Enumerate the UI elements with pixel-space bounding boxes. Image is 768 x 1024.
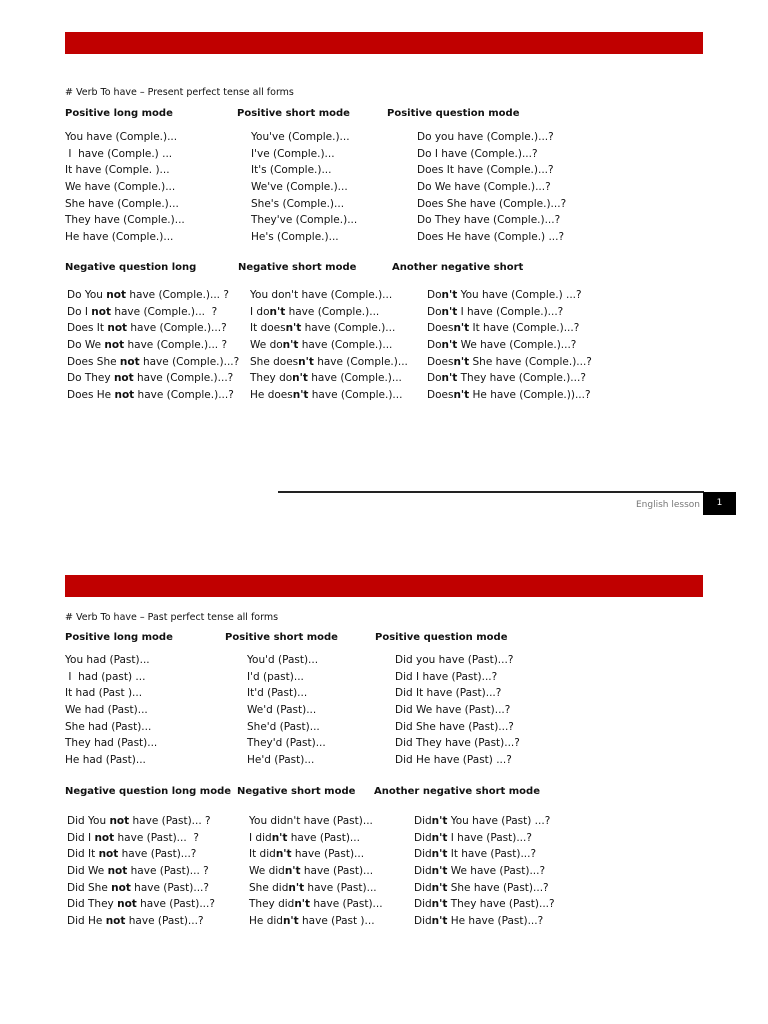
- line-emphasis: not: [91, 305, 111, 318]
- line-text: Did She: [67, 881, 112, 894]
- line-emphasis: n't: [292, 389, 309, 402]
- line-emphasis: n't: [271, 831, 288, 844]
- list-item: [65, 702, 157, 719]
- line-text-rest: It have (Comple.)...?: [469, 322, 580, 335]
- list-item: [395, 669, 520, 686]
- list-item: [251, 129, 357, 146]
- line-text-rest: You have (Comple.) ...?: [457, 289, 582, 301]
- page1-col-another-negative: [427, 287, 592, 404]
- line-text: Do We: [67, 339, 105, 352]
- list-item: [414, 896, 555, 913]
- list-item: [249, 896, 383, 913]
- list-item: [65, 652, 157, 669]
- line-text: You don't have (Comple.)...: [250, 289, 393, 301]
- line-text: It's (Comple.)...: [251, 164, 332, 177]
- line-emphasis: n't: [441, 372, 458, 385]
- line-text: Do They: [67, 372, 114, 385]
- line-text-rest: have (Past)...?: [136, 898, 215, 911]
- list-item: [427, 287, 592, 304]
- list-item: [395, 652, 520, 669]
- page2-col-negative-short: [249, 813, 383, 930]
- line-emphasis: n't: [294, 898, 311, 911]
- line-text: Did I have (Past)...?: [395, 670, 498, 683]
- line-emphasis: n't: [453, 355, 470, 368]
- line-text: We had (Past)...: [65, 704, 148, 717]
- line-text: Did He: [67, 915, 106, 928]
- line-emphasis: not: [106, 289, 127, 301]
- list-item: [67, 830, 215, 847]
- list-item: [67, 813, 215, 830]
- line-text: Did She have (Past)...?: [395, 720, 514, 733]
- line-text-rest: I have (Past)...?: [447, 831, 532, 844]
- list-item: [65, 229, 185, 246]
- line-text-rest: They have (Past)...?: [447, 898, 555, 911]
- line-text: It did: [249, 848, 276, 861]
- line-text: It had (Past )...: [65, 687, 143, 700]
- list-item: [395, 685, 520, 702]
- line-emphasis: not: [113, 372, 134, 385]
- list-item: [427, 337, 592, 354]
- list-item: [65, 669, 157, 686]
- line-text: Does: [427, 389, 454, 402]
- line-text-rest: She have (Comple.)...?: [469, 355, 592, 368]
- line-emphasis: not: [107, 865, 128, 878]
- page2-col-positive-short: [247, 652, 326, 769]
- line-emphasis: n't: [431, 815, 448, 827]
- page-number: 1: [703, 492, 736, 515]
- list-item: [67, 320, 239, 337]
- line-text: I do: [250, 305, 270, 318]
- line-text: You didn't have (Past)...: [249, 815, 373, 827]
- line-text: We have (Comple.)...: [65, 181, 176, 194]
- line-text-rest: have (Past)...?: [130, 881, 209, 894]
- line-text-rest: have (Comple.)...?: [133, 372, 234, 385]
- list-item: [67, 896, 215, 913]
- line-text: Did They: [67, 898, 118, 911]
- line-text-rest: have (Comple.)... ?: [126, 289, 229, 301]
- list-item: [417, 212, 566, 229]
- list-item: [67, 880, 215, 897]
- line-emphasis: n't: [284, 865, 301, 878]
- page1-col-positive-short: [251, 129, 357, 246]
- line-text: Do I have (Comple.)...?: [417, 147, 538, 160]
- list-item: [249, 863, 383, 880]
- list-item: [67, 354, 239, 371]
- line-emphasis: not: [114, 389, 135, 402]
- line-text: I did: [249, 831, 272, 844]
- line-text-rest: She have (Past)...?: [447, 881, 549, 894]
- line-text: They did: [249, 898, 295, 911]
- list-item: [417, 179, 566, 196]
- line-emphasis: n't: [453, 389, 470, 402]
- line-emphasis: n't: [441, 305, 458, 318]
- list-item: [249, 830, 383, 847]
- line-text: She had (Past)...: [65, 720, 152, 733]
- line-emphasis: n't: [431, 881, 448, 894]
- page2-header-negative-question: Negative question long mode: [65, 786, 232, 797]
- line-text: Did He have (Past) ...?: [395, 754, 512, 767]
- line-text-rest: have (Comple.)...?: [134, 389, 234, 402]
- list-item: [250, 387, 408, 404]
- line-text-rest: have (Comple.)...: [307, 372, 402, 385]
- list-item: [414, 913, 555, 930]
- line-text-rest: have (Comple.)...: [298, 339, 393, 352]
- list-item: [67, 370, 239, 387]
- line-emphasis: n't: [431, 831, 448, 844]
- line-text: Do I: [67, 305, 92, 318]
- line-text: He does: [250, 389, 293, 402]
- line-text: I had (past) ...: [65, 670, 146, 683]
- line-text-rest: They have (Comple.)...?: [457, 372, 586, 385]
- line-text: Did you have (Past)...?: [395, 654, 514, 666]
- line-text: I have (Comple.) ...: [65, 147, 173, 160]
- page1-header-negative-short: Negative short mode: [238, 262, 357, 273]
- page1-col-negative-short: [250, 287, 408, 404]
- line-text: Do: [427, 372, 442, 385]
- line-text-rest: have (Comple.)... ?: [111, 305, 218, 318]
- list-item: [417, 129, 566, 146]
- line-text: Do: [427, 305, 442, 318]
- line-text: They've (Comple.)...: [251, 214, 358, 227]
- list-item: [247, 702, 326, 719]
- list-item: [65, 735, 157, 752]
- line-text: It does: [250, 322, 286, 335]
- line-text-rest: It have (Past)...?: [447, 848, 537, 861]
- line-text-rest: He have (Past)...?: [447, 915, 544, 928]
- list-item: [427, 354, 592, 371]
- line-text-rest: He have (Comple.))...?: [469, 389, 591, 402]
- line-emphasis: n't: [431, 865, 448, 878]
- line-text-rest: have (Past)...: [300, 865, 374, 878]
- line-text: Do: [427, 339, 442, 352]
- list-item: [417, 229, 566, 246]
- list-item: [67, 863, 215, 880]
- line-text-rest: have (Past)...: [291, 848, 365, 861]
- line-text: He have (Comple.)...: [65, 231, 174, 244]
- page2-col-positive-question: [395, 652, 520, 769]
- page2-subtitle: # Verb To have – Past perfect tense all forms: [65, 612, 279, 623]
- page2-header-positive-short: Positive short mode: [225, 632, 338, 643]
- page2-header-bar: [65, 575, 703, 597]
- list-item: [414, 880, 555, 897]
- list-item: [395, 735, 520, 752]
- line-text: We did: [249, 865, 285, 878]
- line-emphasis: n't: [288, 881, 305, 894]
- line-text: Does He have (Comple.) ...?: [417, 231, 565, 244]
- line-text-rest: I have (Comple.)...?: [457, 305, 564, 318]
- line-text: They'd (Past)...: [247, 737, 326, 750]
- list-item: [247, 652, 326, 669]
- line-emphasis: n't: [298, 355, 314, 368]
- line-text: Do: [427, 289, 442, 301]
- line-text: Do you have (Comple.)...?: [417, 131, 554, 143]
- list-item: [395, 702, 520, 719]
- page1-header-bar: [65, 32, 703, 54]
- line-text-rest: have (Past)...?: [125, 915, 204, 928]
- line-text-rest: have (Comple.)...?: [139, 355, 240, 368]
- line-emphasis: not: [117, 898, 137, 911]
- line-text-rest: have (Comple.)...: [285, 305, 380, 318]
- line-text: Did: [414, 881, 432, 894]
- line-text: You have (Comple.)...: [65, 131, 178, 143]
- line-text-rest: We have (Comple.)...?: [457, 339, 577, 352]
- line-text: He did: [249, 915, 283, 928]
- line-text: Does It: [67, 322, 108, 335]
- line-text-rest: have (Past)...?: [118, 848, 197, 861]
- line-text: Do We have (Comple.)...?: [417, 181, 551, 194]
- line-text: Does He: [67, 389, 115, 402]
- line-text-rest: have (Past)...: [304, 881, 377, 894]
- line-text: You've (Comple.)...: [251, 131, 350, 143]
- line-text-rest: have (Past)... ?: [127, 865, 209, 878]
- list-item: [67, 387, 239, 404]
- list-item: [251, 229, 357, 246]
- list-item: [251, 162, 357, 179]
- line-text: It have (Comple. )...: [65, 164, 170, 177]
- line-text: Did I: [67, 831, 95, 844]
- page2-header-positive-long: Positive long mode: [65, 632, 173, 643]
- page1-subtitle: # Verb To have – Present perfect tense all forms: [65, 87, 294, 98]
- list-item: [414, 846, 555, 863]
- list-item: [251, 196, 357, 213]
- line-text-rest: You have (Past) ...?: [447, 815, 551, 827]
- line-emphasis: n't: [292, 372, 308, 385]
- page1-header-negative-question: Negative question long: [65, 262, 197, 273]
- page1-col-positive-question: [417, 129, 566, 246]
- line-text: Does: [427, 355, 454, 368]
- line-emphasis: n't: [441, 339, 458, 352]
- list-item: [67, 337, 239, 354]
- page2-header-negative-short: Negative short mode: [237, 786, 356, 797]
- line-text-rest: We have (Past)...?: [447, 865, 546, 878]
- list-item: [65, 719, 157, 736]
- line-text: Did: [414, 815, 432, 827]
- line-text: She's (Comple.)...: [251, 197, 345, 210]
- line-text-rest: have (Comple.)...: [301, 322, 396, 335]
- list-item: [251, 212, 357, 229]
- list-item: [414, 830, 555, 847]
- line-emphasis: n't: [285, 322, 302, 335]
- list-item: [65, 685, 157, 702]
- line-text: She does: [250, 355, 299, 368]
- list-item: [427, 370, 592, 387]
- list-item: [427, 304, 592, 321]
- line-emphasis: n't: [441, 289, 458, 301]
- list-item: [249, 846, 383, 863]
- line-text: Did: [414, 915, 432, 928]
- line-emphasis: n't: [269, 305, 286, 318]
- line-text: We'd (Past)...: [247, 704, 317, 717]
- line-emphasis: not: [94, 831, 115, 844]
- page2-header-another-negative: Another negative short mode: [374, 786, 540, 797]
- list-item: [251, 146, 357, 163]
- line-text-rest: have (Comple.)...?: [127, 322, 227, 335]
- list-item: [67, 913, 215, 930]
- list-item: [247, 719, 326, 736]
- page1-header-positive-question: Positive question mode: [387, 108, 520, 119]
- line-text-rest: have (Comple.)...: [308, 389, 403, 402]
- line-text: Did We have (Past)...?: [395, 704, 511, 717]
- page1-header-positive-short: Positive short mode: [237, 108, 350, 119]
- line-emphasis: n't: [431, 848, 448, 861]
- line-emphasis: not: [98, 848, 119, 861]
- line-text: I'd (past)...: [247, 670, 304, 683]
- list-item: [395, 719, 520, 736]
- page1-col-positive-long: [65, 129, 185, 246]
- line-emphasis: not: [111, 881, 131, 894]
- list-item: [417, 162, 566, 179]
- line-text: She have (Comple.)...: [65, 197, 179, 210]
- line-text-rest: have (Past)... ?: [114, 831, 199, 844]
- list-item: [417, 146, 566, 163]
- line-emphasis: n't: [282, 339, 299, 352]
- footer-label: English lesson: [636, 500, 700, 510]
- page1-header-another-negative: Another negative short: [392, 262, 524, 273]
- line-emphasis: n't: [431, 898, 448, 911]
- line-text: Does It have (Comple.)...?: [417, 164, 554, 177]
- list-item: [65, 146, 185, 163]
- list-item: [65, 179, 185, 196]
- line-emphasis: n't: [431, 915, 448, 928]
- line-text: He's (Comple.)...: [251, 231, 339, 244]
- list-item: [395, 752, 520, 769]
- list-item: [414, 863, 555, 880]
- list-item: [249, 913, 383, 930]
- list-item: [250, 304, 408, 321]
- list-item: [247, 685, 326, 702]
- list-item: [67, 304, 239, 321]
- list-item: [249, 880, 383, 897]
- page2-col-negative-question: [67, 813, 215, 930]
- line-text: Did It: [67, 848, 99, 861]
- line-emphasis: not: [104, 339, 125, 352]
- line-text-rest: have (Past)...: [287, 831, 360, 844]
- page2-col-another-negative: [414, 813, 555, 930]
- line-text: Does She have (Comple.)...?: [417, 197, 567, 210]
- list-item: [250, 337, 408, 354]
- line-text-rest: have (Past)...: [310, 898, 383, 911]
- line-text: Do You: [67, 289, 107, 301]
- line-text: They do: [250, 372, 293, 385]
- line-text: He'd (Past)...: [247, 754, 315, 767]
- line-text: It'd (Past)...: [247, 687, 308, 700]
- line-emphasis: not: [107, 322, 128, 335]
- line-text: They had (Past)...: [65, 737, 158, 750]
- list-item: [427, 320, 592, 337]
- line-text-rest: have (Past)... ?: [129, 815, 211, 827]
- line-text: I've (Comple.)...: [251, 147, 335, 160]
- line-text: We do: [250, 339, 283, 352]
- page1-header-positive-long: Positive long mode: [65, 108, 173, 119]
- line-text: You'd (Past)...: [247, 654, 319, 666]
- line-text: Did: [414, 848, 432, 861]
- list-item: [247, 669, 326, 686]
- list-item: [414, 813, 555, 830]
- line-emphasis: not: [119, 355, 140, 368]
- list-item: [250, 287, 408, 304]
- line-text-rest: have (Comple.)... ?: [124, 339, 228, 352]
- page2-col-positive-long: [65, 652, 157, 769]
- line-emphasis: n't: [453, 322, 470, 335]
- line-text: She'd (Past)...: [247, 720, 320, 733]
- list-item: [247, 735, 326, 752]
- line-text: They have (Comple.)...: [65, 214, 185, 227]
- list-item: [250, 354, 408, 371]
- list-item: [417, 196, 566, 213]
- line-emphasis: not: [109, 815, 130, 827]
- line-text: Did It have (Past)...?: [395, 687, 502, 700]
- list-item: [67, 287, 239, 304]
- line-emphasis: n't: [275, 848, 292, 861]
- line-text: She did: [249, 881, 289, 894]
- line-text: He had (Past)...: [65, 754, 146, 767]
- list-item: [65, 196, 185, 213]
- list-item: [247, 752, 326, 769]
- list-item: [249, 813, 383, 830]
- list-item: [65, 752, 157, 769]
- footer-rule: [278, 491, 704, 493]
- line-text: Do They have (Comple.)...?: [417, 214, 561, 227]
- list-item: [65, 212, 185, 229]
- list-item: [250, 370, 408, 387]
- list-item: [250, 320, 408, 337]
- line-text-rest: have (Comple.)...: [313, 355, 408, 368]
- line-text: Did: [414, 898, 432, 911]
- line-emphasis: not: [105, 915, 126, 928]
- list-item: [251, 179, 357, 196]
- line-text-rest: have (Past )...: [298, 915, 375, 928]
- list-item: [65, 162, 185, 179]
- line-emphasis: n't: [282, 915, 299, 928]
- line-text: Did They have (Past)...?: [395, 737, 520, 750]
- line-text: We've (Comple.)...: [251, 181, 348, 194]
- page1-col-negative-question: [67, 287, 239, 404]
- list-item: [65, 129, 185, 146]
- list-item: [427, 387, 592, 404]
- page2-header-positive-question: Positive question mode: [375, 632, 508, 643]
- list-item: [67, 846, 215, 863]
- line-text: Did: [414, 865, 432, 878]
- line-text: Did You: [67, 815, 110, 827]
- line-text: Does: [427, 322, 454, 335]
- line-text: Does She: [67, 355, 120, 368]
- line-text: You had (Past)...: [65, 654, 150, 666]
- line-text: Did We: [67, 865, 108, 878]
- line-text: Did: [414, 831, 432, 844]
